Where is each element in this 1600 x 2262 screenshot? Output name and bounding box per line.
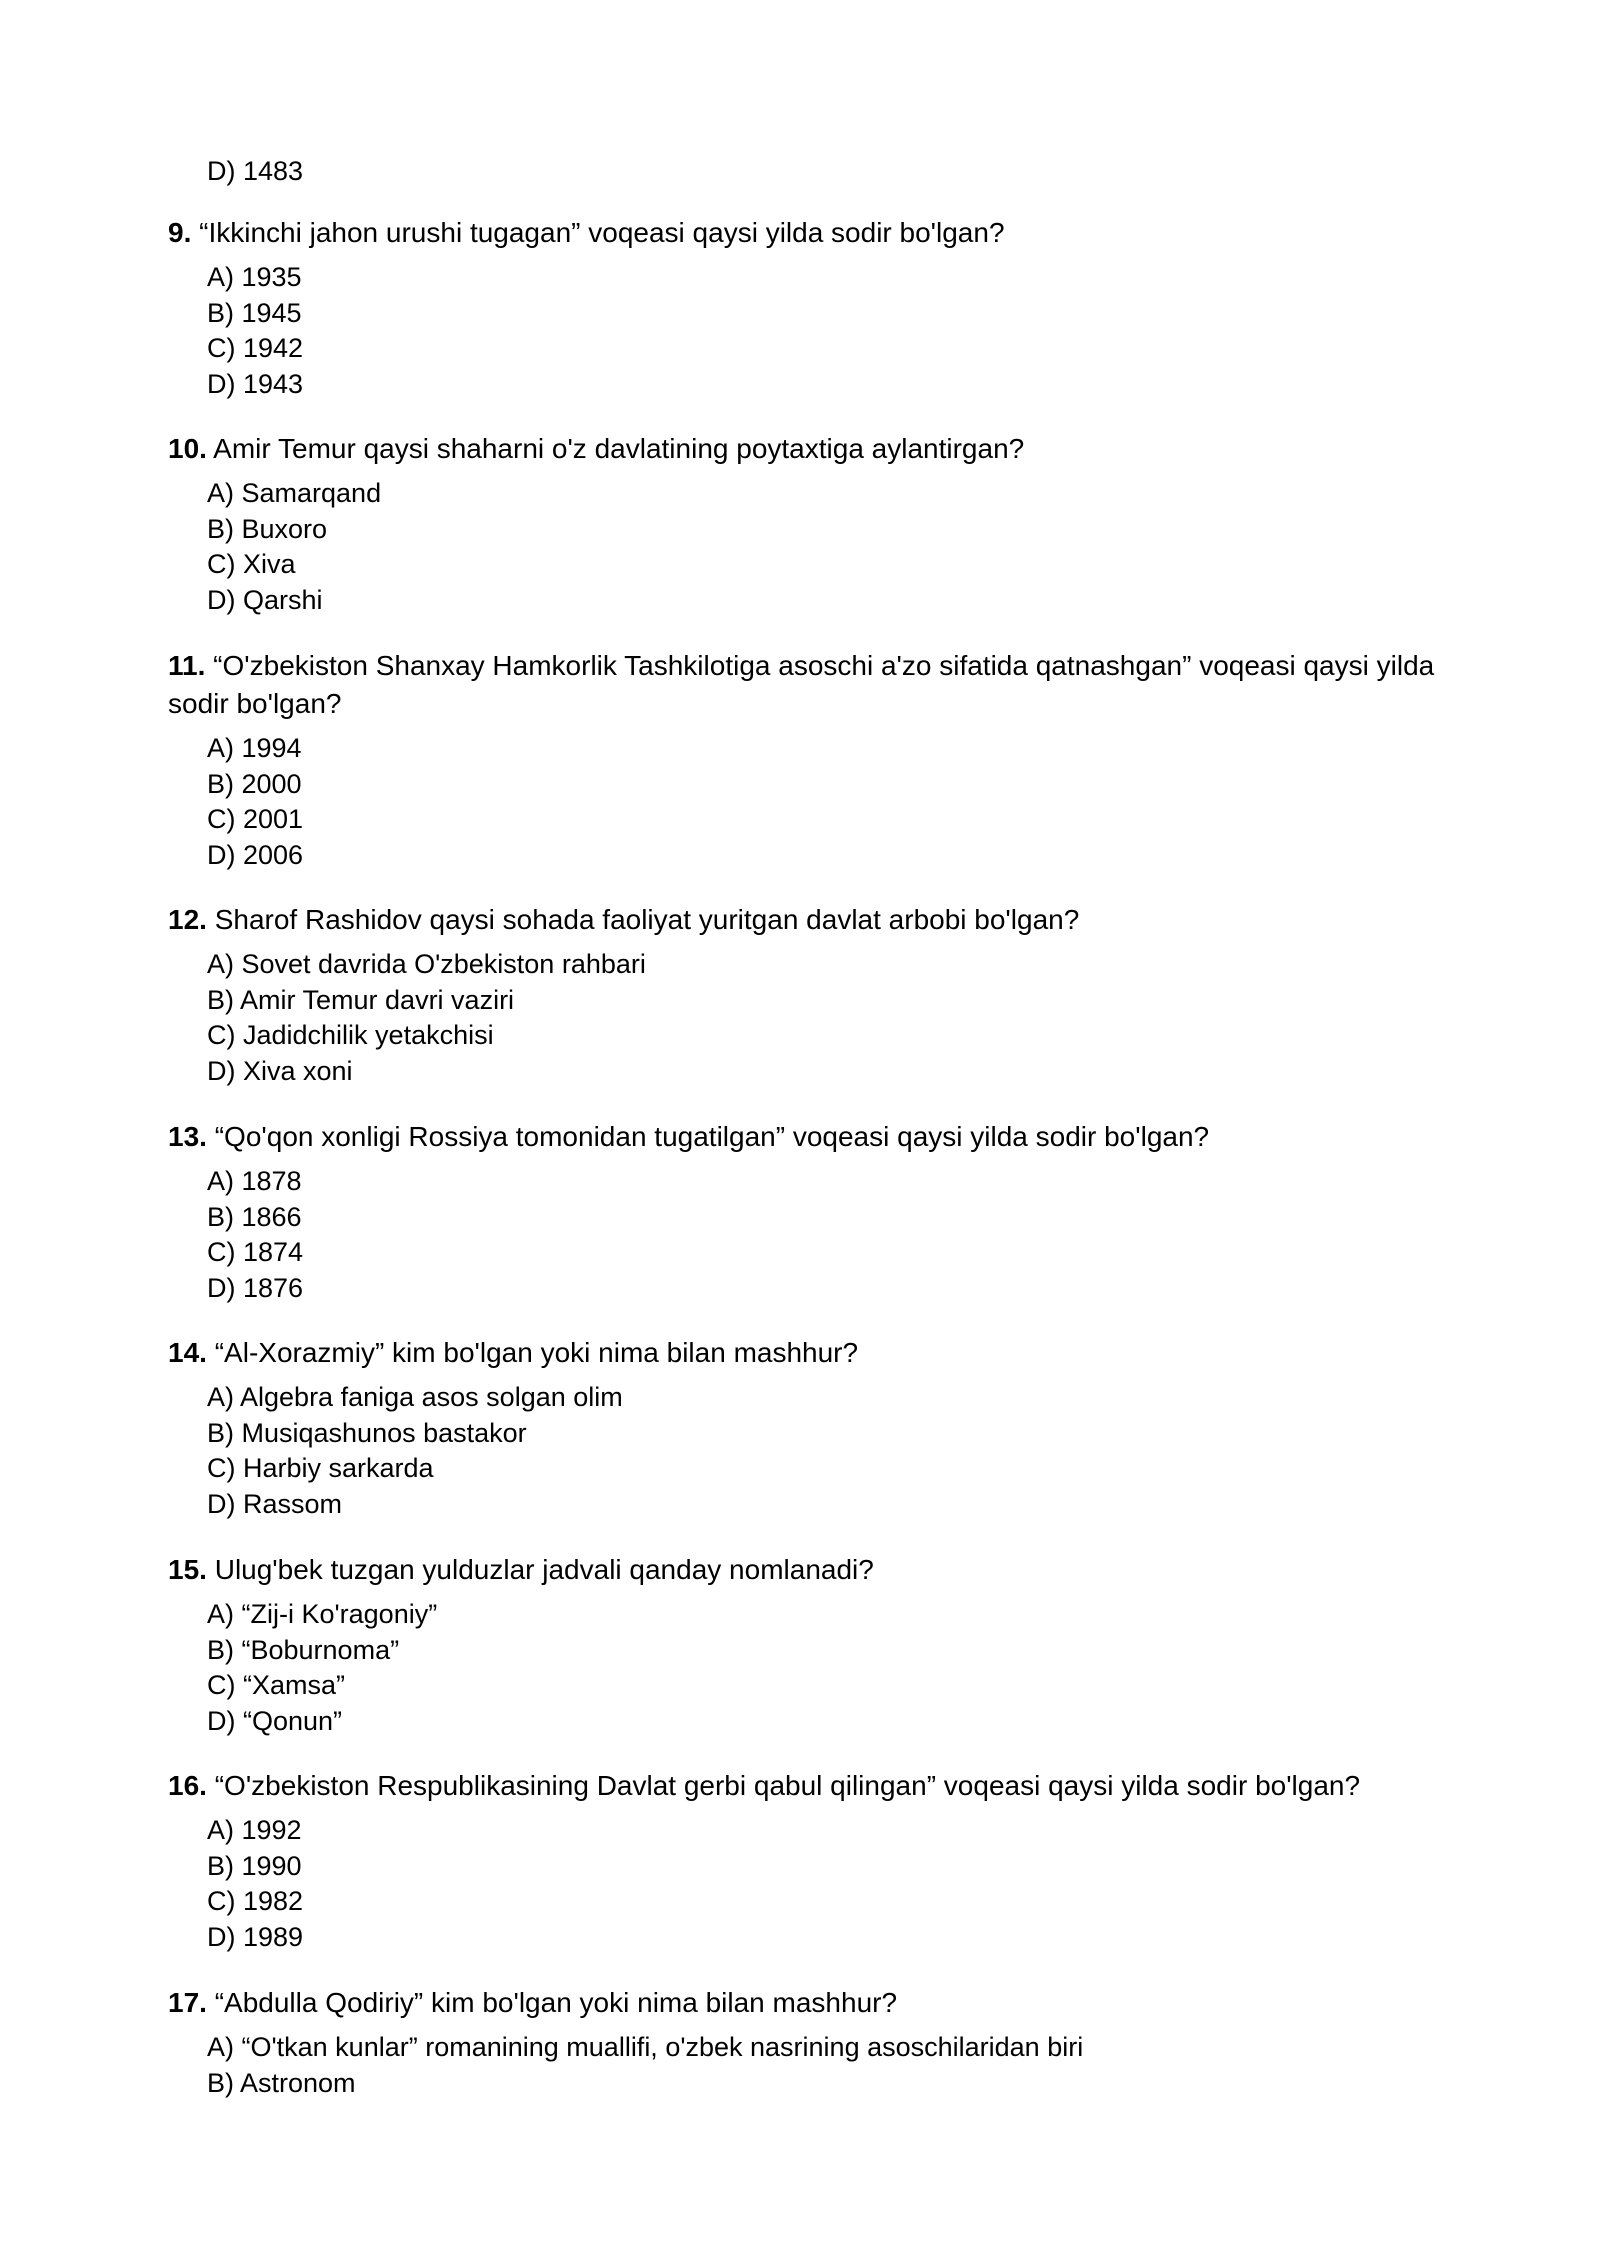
option-list [168, 1164, 1468, 1306]
option-b: B) 2000 [207, 768, 302, 799]
question-text [168, 1984, 1468, 2022]
question-number: 16. [168, 1770, 207, 1801]
question-text [168, 901, 1468, 939]
option-list [168, 1597, 1468, 1739]
option-b: B) Musiqashunos bastakor [207, 1417, 527, 1448]
option-list [168, 947, 1468, 1089]
question-15 [168, 1551, 1468, 1739]
question-text [168, 1767, 1468, 1805]
option-a: A) Sovet davrida O'zbekiston rahbari [207, 949, 646, 979]
option-a: A) Samarqand [207, 478, 382, 508]
option-a: A) 1935 [207, 262, 302, 292]
question-17 [168, 1984, 1468, 2101]
question-body: “Abdulla Qodiriy” kim bo'lgan yoki nima bilan mashhur? [214, 1987, 898, 2018]
option-b: B) 1866 [207, 1201, 302, 1232]
option-c: C) 1982 [207, 1886, 304, 1916]
question-11 [168, 647, 1468, 873]
question-text [168, 647, 1468, 723]
question-14 [168, 1334, 1468, 1522]
option-a: A) “Zij-i Ko'ragoniy” [207, 1599, 438, 1629]
question-number: 10. [168, 433, 207, 464]
option-c: C) “Xamsa” [207, 1670, 346, 1700]
option-list [168, 2030, 1468, 2101]
option-list [168, 1380, 1468, 1522]
option-a: A) 1878 [207, 1166, 302, 1196]
question-body: “Ikkinchi jahon urushi tugagan” voqeasi qaysi yilda sodir bo'lgan? [199, 217, 1005, 248]
option-list [168, 731, 1468, 873]
option-c: C) Xiva [207, 549, 296, 579]
question-12 [168, 901, 1468, 1089]
option-d: D) “Qonun” [207, 1705, 343, 1736]
option-b: B) 1945 [207, 297, 302, 328]
option-b: B) “Boburnoma” [207, 1634, 400, 1665]
carry-over-option: D) 1483 [207, 156, 304, 186]
option-c: C) Harbiy sarkarda [207, 1453, 434, 1483]
option-b: B) 1990 [207, 1850, 302, 1881]
question-10 [168, 430, 1468, 618]
option-d: D) 1943 [207, 368, 304, 399]
option-d: D) 1989 [207, 1921, 304, 1952]
question-text [168, 430, 1468, 468]
question-number: 14. [168, 1337, 207, 1368]
option-d: D) Rassom [207, 1488, 343, 1519]
option-list [168, 260, 1468, 402]
question-number: 9. [168, 217, 192, 248]
option-b: B) Amir Temur davri vaziri [207, 984, 515, 1015]
question-body: Sharof Rashidov qaysi sohada faoliyat yuritgan davlat arbobi bo'lgan? [214, 904, 1080, 935]
question-body: “O'zbekiston Shanxay Hamkorlik Tashkilotiga asoschi a'zo sifatida qatnashgan” voqeasi qaysi yilda sodir bo'lgan? [168, 650, 1435, 719]
option-c: C) 1942 [207, 333, 304, 363]
question-body: Amir Temur qaysi shaharni o'z davlatining poytaxtiga aylantirgan? [213, 433, 1025, 464]
question-9 [168, 214, 1468, 402]
question-number: 17. [168, 1987, 207, 2018]
question-text [168, 214, 1468, 252]
option-a: A) 1992 [207, 1815, 302, 1845]
question-body: “Al-Xorazmiy” kim bo'lgan yoki nima bilan mashhur? [214, 1337, 859, 1368]
question-number: 12. [168, 904, 207, 935]
option-c: C) 1874 [207, 1237, 304, 1267]
option-d: D) Xiva xoni [207, 1055, 353, 1086]
option-list [168, 476, 1468, 618]
option-b: B) Buxoro [207, 513, 328, 544]
option-c: C) Jadidchilik yetakchisi [207, 1020, 494, 1050]
option-d: D) 2006 [207, 839, 304, 870]
question-body: “O'zbekiston Respublikasining Davlat gerbi qabul qilingan” voqeasi qaysi yilda sodir bo'lgan? [214, 1770, 1361, 1801]
question-13 [168, 1118, 1468, 1306]
option-a: A) 1994 [207, 733, 302, 763]
question-text [168, 1551, 1468, 1589]
option-c: C) 2001 [207, 804, 304, 834]
question-number: 11. [168, 650, 206, 681]
question-number: 13. [168, 1121, 207, 1152]
question-body: “Qo'qon xonligi Rossiya tomonidan tugatilgan” voqeasi qaysi yilda sodir bo'lgan? [214, 1121, 1210, 1152]
option-d: D) 1876 [207, 1272, 304, 1303]
option-d: D) Qarshi [207, 584, 323, 615]
question-body: Ulug'bek tuzgan yulduzlar jadvali qanday nomlanadi? [214, 1554, 874, 1585]
question-text [168, 1118, 1468, 1156]
option-list [168, 1813, 1468, 1955]
option-b: B) Astronom [207, 2067, 356, 2098]
option-a: A) “O'tkan kunlar” romanining muallifi, o'zbek nasrining asoschilaridan biri [207, 2032, 1084, 2062]
question-text [168, 1334, 1468, 1372]
question-number: 15. [168, 1554, 207, 1585]
option-a: A) Algebra faniga asos solgan olim [207, 1382, 623, 1412]
question-16 [168, 1767, 1468, 1955]
